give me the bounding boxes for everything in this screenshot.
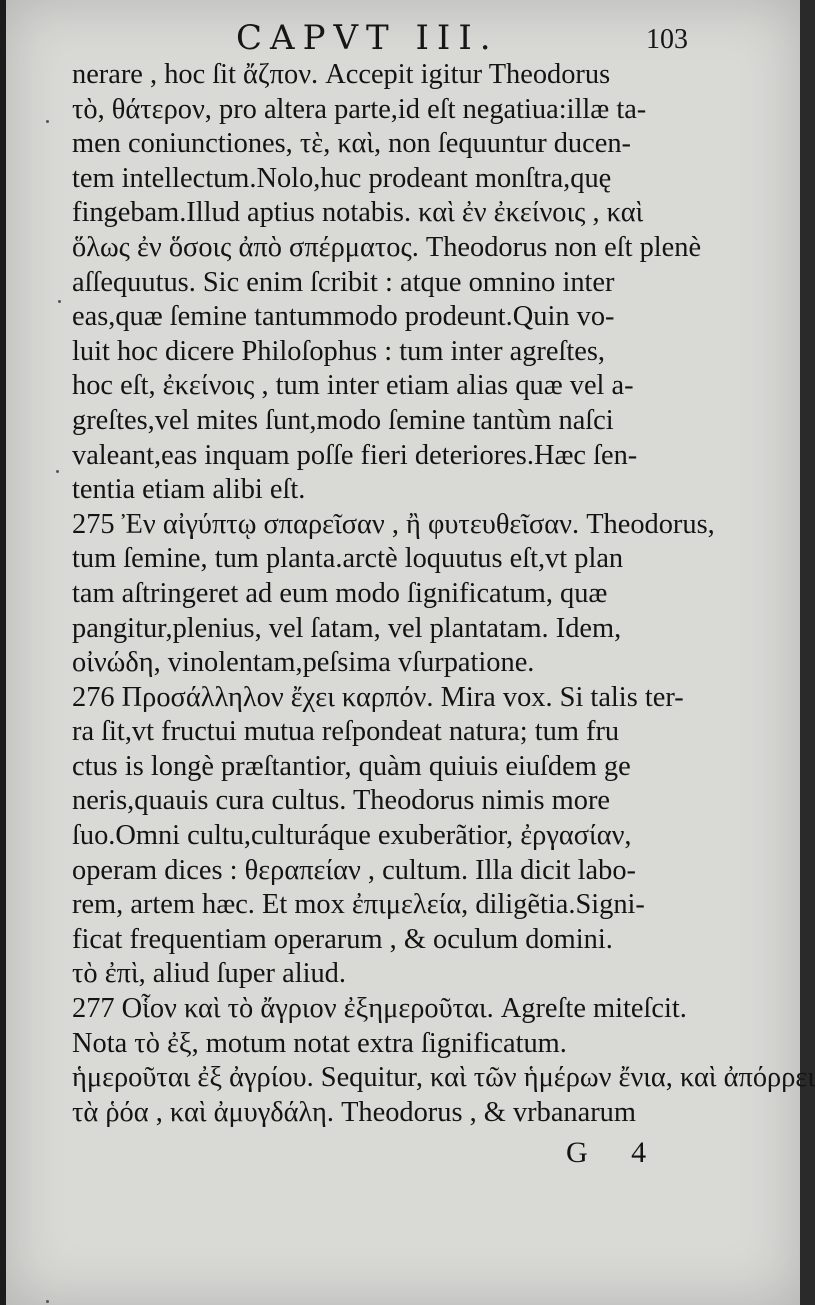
text-line: ficat frequentiam operarum , & oculum domini. — [72, 923, 613, 955]
text-line: neris,quauis cura cultus. Theodorus nimis more — [72, 785, 611, 817]
margin-speck — [56, 470, 59, 473]
text-line: ὅλως ἐν ὅσοις ἀπὸ σπέρματος. Theodorus non eſt plenè — [72, 231, 702, 263]
note-275-line: 275 Ἐν αἰγύπτῳ σπαρεῖσαν , ἢ φυτευθεῖσαν. Theodorus, — [72, 508, 715, 540]
text-line: men coniunctiones, τὲ, καὶ, non ſequuntur ducen- — [72, 128, 631, 160]
note-276-line: 276 Προσάλληλον ἔχει καρπόν. Mira vox. Si talis ter- — [72, 681, 684, 713]
text-line: pangitur,plenius, vel ſatam, vel plantatam. Idem, — [72, 612, 622, 644]
page-number: 103 — [646, 24, 688, 55]
text-line: tum ſemine, tum planta.arctè loquutus eſt,vt plan — [72, 543, 624, 575]
text-line: operam dices : θεραπείαν , cultum. Illa dicit labo- — [72, 854, 636, 886]
page-body — [72, 58, 815, 1130]
text-line: hoc eſt, ἐκείνοις , tum inter etiam alias quæ vel a- — [72, 370, 634, 402]
note-277-line: 277 Οἷον καὶ τὸ ἄγριον ἐξημεροῦται. Agreſte miteſcit. — [72, 993, 687, 1025]
text-line: τὰ ῥόα , καὶ ἀμυγδάλη. Theodorus , & vrbanarum — [72, 1096, 636, 1128]
margin-speck — [46, 120, 49, 123]
text-line: tam aſtringeret ad eum modo ſignificatum, quæ — [72, 577, 608, 609]
text-line: aſſequutus. Sic enim ſcribit : atque omnino inter — [72, 266, 615, 298]
text-line: ctus is longè præſtantior, quàm quiuis eiuſdem ge — [72, 750, 631, 782]
signature-mark: G 4 — [566, 1136, 665, 1169]
text-line: nerare , hoc ſit ἄζπον. Accepit igitur Theodorus — [72, 59, 611, 90]
text-line: eas,quæ ſemine tantummodo prodeunt.Quin vo- — [72, 301, 615, 333]
text-line: tem intellectum.Nolo,huc prodeant monſtra,quę — [72, 162, 612, 194]
text-line: τὸ ἐπὶ, aliud ſuper aliud. — [72, 958, 346, 990]
chapter-heading: CAPVT III. — [236, 18, 499, 58]
margin-speck — [46, 1300, 49, 1303]
text-line: ἡμεροῦται ἐξ ἀγρίου. Sequitur, καὶ τῶν ἡμέρων ἔνια, καὶ ἀπόρρει — [72, 1062, 815, 1094]
text-line: luit hoc dicere Philoſophus : tum inter agreſtes, — [72, 335, 606, 367]
text-line: greſtes,vel mites ſunt,modo ſemine tantùm naſci — [72, 404, 614, 436]
text-line: τὸ, θάτερον, pro altera parte,id eſt negatiua:illæ ta- — [72, 93, 647, 125]
text-line: rem, artem hæc. Et mox ἐπιμελεία, diligẽtia.Signi- — [72, 889, 645, 921]
running-head — [6, 18, 800, 62]
text-line: οἰνώδη, vinolentam,peſsima vſurpatione. — [72, 647, 535, 679]
text-line: ſuo.Omni cultu,culturáque exuberãtior, ἐργασίαν, — [72, 820, 632, 852]
margin-speck — [58, 300, 61, 303]
text-line: Nota τὸ ἐξ, motum notat extra ſignificatum. — [72, 1027, 567, 1059]
text-line: fingebam.Illud aptius notabis. καὶ ἐν ἐκείνοις , καὶ — [72, 197, 644, 229]
book-page — [6, 0, 815, 1305]
text-line: ra ſit,vt fructui mutua reſpondeat natura; tum fru — [72, 716, 620, 748]
text-line: tentia etiam alibi eſt. — [72, 474, 306, 506]
text-line: valeant,eas inquam poſſe fieri deteriores.Hæc ſen- — [72, 439, 638, 471]
